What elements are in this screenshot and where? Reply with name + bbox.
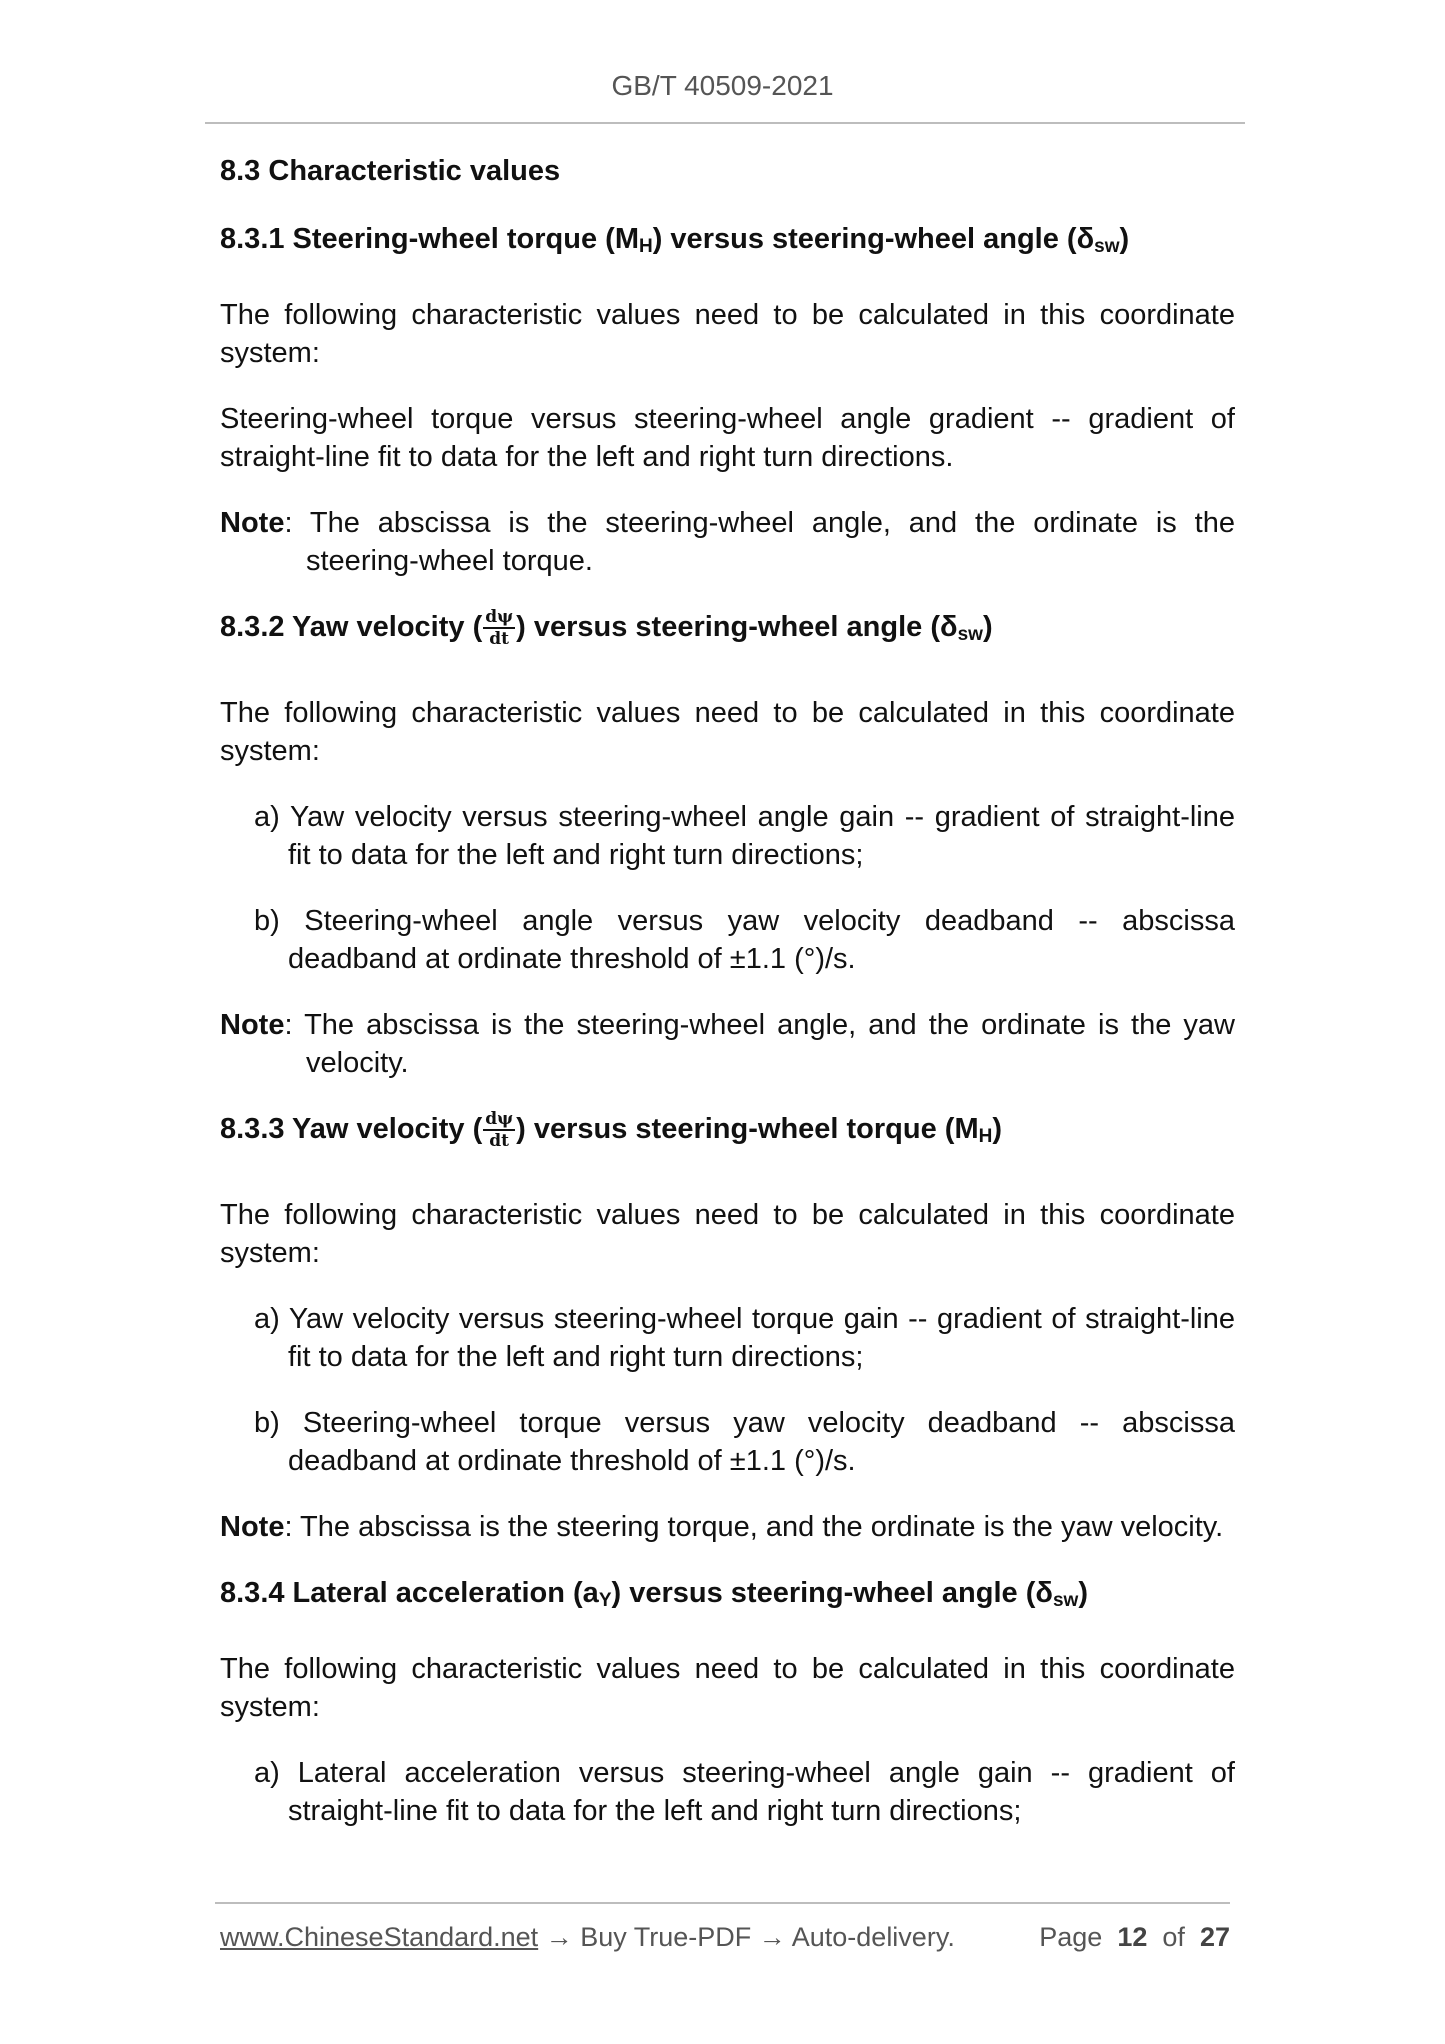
- page-header-title: GB/T 40509-2021: [611, 70, 834, 101]
- list-item: a) Lateral acceleration versus steering-wheel angle gain -- gradient of straight-line fit to data for the left and right turn directions;: [254, 1757, 1235, 1827]
- current-page: 12: [1117, 1922, 1148, 1952]
- note-text: : The abscissa is the steering-wheel angle, and the ordinate is the steering-wheel torque.: [284, 507, 1235, 577]
- subscript: H: [978, 1126, 993, 1147]
- list-item: b) Steering-wheel angle versus yaw velocity deadband -- abscissa deadband at ordinate threshold of ±1.1 (°)/s.: [254, 905, 1235, 975]
- subscript: Y: [598, 1590, 612, 1611]
- note-text: : The abscissa is the steering-wheel angle, and the ordinate is the yaw velocity.: [284, 1009, 1235, 1079]
- note-label: Note: [220, 1511, 285, 1543]
- page-number: Page 12 of 27: [1039, 1922, 1230, 1952]
- note-text: : The abscissa is the steering torque, and the ordinate is the yaw velocity.: [284, 1511, 1224, 1543]
- note: [220, 1006, 1235, 1082]
- paragraph-intro: The following characteristic values need to be calculated in this coordinate system:: [220, 1653, 1235, 1723]
- subscript: sw: [1094, 236, 1120, 257]
- note-label: Note: [220, 507, 285, 539]
- subscript: H: [638, 236, 653, 257]
- list-item: a) Yaw velocity versus steering-wheel torque gain -- gradient of straight-line fit to data for the left and right turn directions;: [254, 1303, 1235, 1373]
- subsection-8-3-3-heading: 8.3.3 Yaw velocity ( $\frac{d\psi}{dt}$ ) versus steering-wheel torque $(M_H)$: [220, 1109, 1003, 1152]
- paragraph-body: Steering-wheel torque versus steering-wheel angle gradient -- gradient of straight-line fit to data for the left and right turn directions.: [220, 403, 1235, 473]
- note: [220, 504, 1235, 580]
- paragraph-intro: The following characteristic values need to be calculated in this coordinate system:: [220, 299, 1235, 369]
- list-item: b) Steering-wheel torque versus yaw velocity deadband -- abscissa deadband at ordinate threshold of ±1.1 (°)/s.: [254, 1407, 1235, 1477]
- fraction-dpsi-dt: $\frac{d\psi}{dt}$: [485, 607, 514, 650]
- total-pages: 27: [1199, 1922, 1230, 1952]
- list-item: a) Yaw velocity versus steering-wheel angle gain -- gradient of straight-line fit to data for the left and right turn directions;: [254, 801, 1235, 871]
- fraction-dpsi-dt: $\frac{d\psi}{dt}$: [485, 1109, 514, 1152]
- document-body: [220, 152, 1235, 1858]
- subsection-8-3-2-heading: 8.3.2 Yaw velocity ( $\frac{d\psi}{dt}$ ) versus steering-wheel angle $(\delta_{sw})$: [220, 607, 993, 650]
- subscript: sw: [1052, 1590, 1079, 1611]
- note-label: Note: [220, 1009, 285, 1041]
- section-title: 8.3 Characteristic values: [220, 155, 561, 187]
- footer-tagline: → Buy True-PDF → Auto-delivery.: [538, 1922, 955, 1952]
- paragraph-intro: The following characteristic values need to be calculated in this coordinate system:: [220, 1199, 1235, 1269]
- paragraph-intro: The following characteristic values need to be calculated in this coordinate system:: [220, 697, 1235, 767]
- footer-divider: [215, 1902, 1230, 1904]
- website-link[interactable]: www.ChineseStandard.net: [220, 1922, 539, 1952]
- subsection-8-3-1-heading: 8.3.1 Steering-wheel torque $(M_H)$ versus steering-wheel angle $(\delta_{sw})$: [220, 223, 1130, 257]
- header-divider: [205, 122, 1245, 124]
- subscript: sw: [957, 624, 983, 645]
- page-footer: [220, 1922, 1230, 1953]
- subsection-8-3-4-heading: 8.3.4 Lateral acceleration $(a_Y)$ versus steering-wheel angle $(\delta_{sw})$: [220, 1577, 1088, 1611]
- note: [220, 1508, 1235, 1546]
